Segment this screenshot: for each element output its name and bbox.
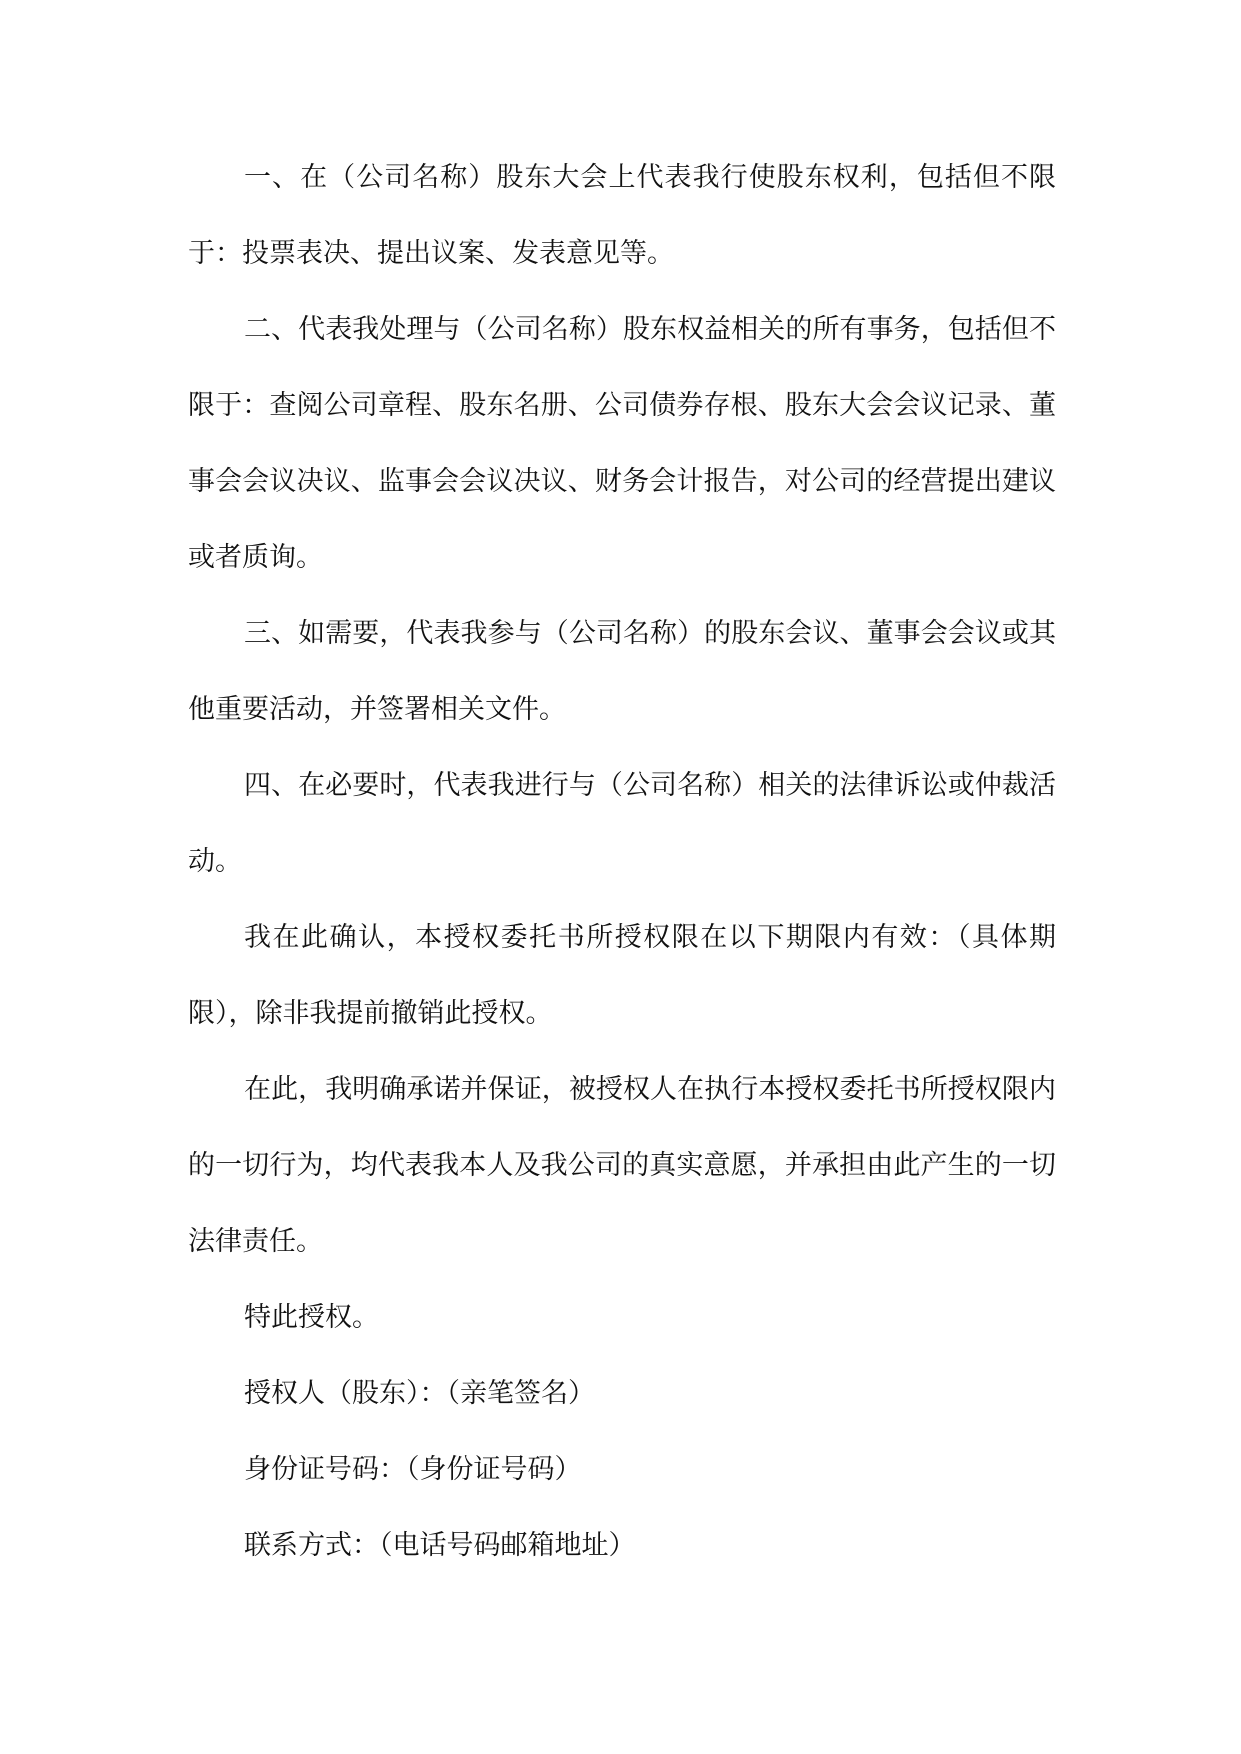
- contact-info-line: 联系方式：（电话号码邮箱地址）: [244, 1530, 636, 1561]
- authorizer-signature-line: 授权人（股东）：（亲笔签名）: [244, 1378, 595, 1409]
- commitment-paragraph: 在此，我明确承诺并保证，被授权人在执行本授权委托书所授权限内的一切行为，均代表我本人及我公司的真实意愿，并承担由此产生的一切法律责任。: [188, 1074, 1056, 1257]
- id-number-line: 身份证号码：（身份证号码）: [244, 1454, 582, 1485]
- closing-statement: 特此授权。: [244, 1302, 379, 1333]
- clause-2-paragraph: 二、代表我处理与（公司名称）股东权益相关的所有事务，包括但不限于：查阅公司章程、股东名册、公司债券存根、股东大会会议记录、董事会会议决议、监事会会议决议、财务会计报告，对公司的经营提出建议或者质询。: [188, 314, 1056, 573]
- clause-4-paragraph: 四、在必要时，代表我进行与（公司名称）相关的法律诉讼或仲裁活动。: [188, 770, 1056, 877]
- document-body: [188, 140, 1056, 1584]
- clause-1-paragraph: 一、在（公司名称）股东大会上代表我行使股东权利，包括但不限于：投票表决、提出议案、发表意见等。: [188, 162, 1056, 269]
- validity-period-paragraph: 我在此确认，本授权委托书所授权限在以下期限内有效：（具体期限），除非我提前撤销此授权。: [188, 922, 1056, 1029]
- clause-3-paragraph: 三、如需要，代表我参与（公司名称）的股东会议、董事会会议或其他重要活动，并签署相关文件。: [188, 618, 1056, 725]
